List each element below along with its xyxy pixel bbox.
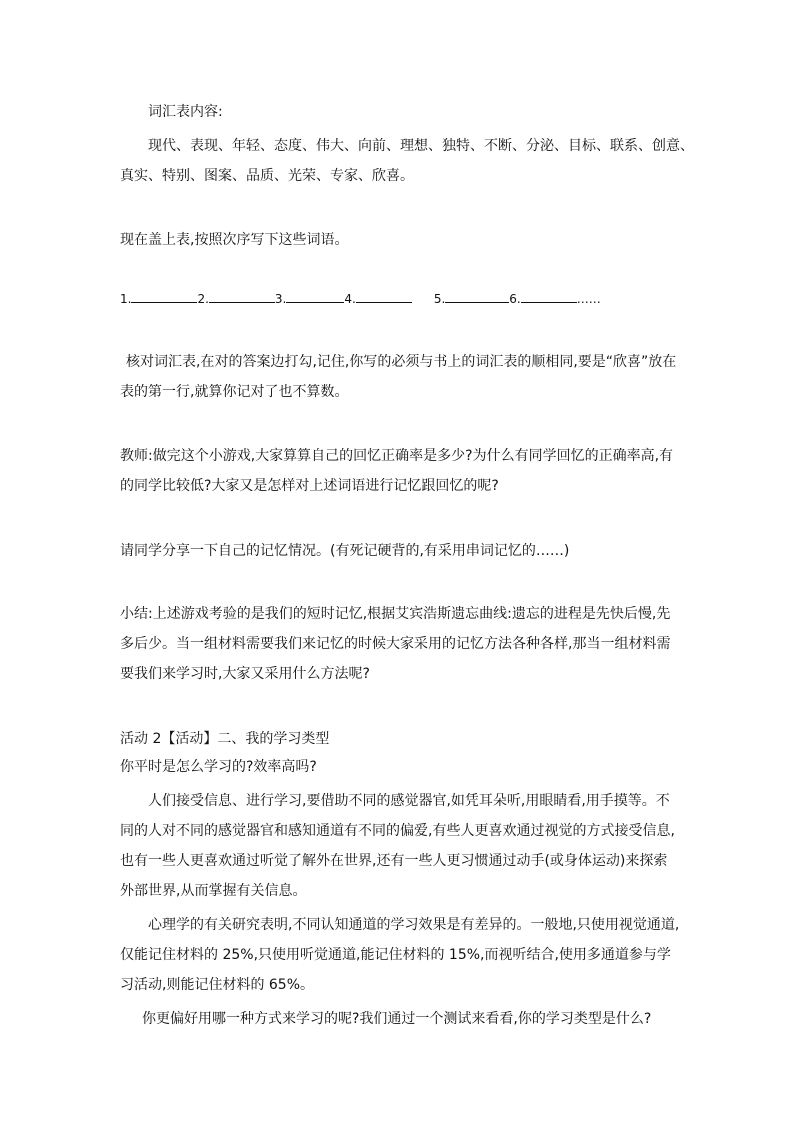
research-paragraph: 心理学的有关研究表明,不同认知通道的学习效果是有差异的。一般地,只使用视觉通道,仅能记住材料的 25%,只使用听觉通道,能记住材料的 15%,而视听结合,使用多通道参与学习活动,则能记住材料的 65%。	[120, 917, 680, 993]
answer-blank-1[interactable]	[131, 288, 197, 303]
senses-paragraph: 人们接受信息、进行学习,要借助不同的感觉器官,如凭耳朵听,用眼睛看,用手摸等。不同的人对不同的感觉器官和感知通道有不同的偏爱,有些人更喜欢通过视觉的方式接受信息,也有一些人更喜欢通过听觉了解外在世界,还有一些人更习惯通过动手(或身体运动)来探索外部世界,从而掌握有关信息。	[120, 793, 675, 899]
vocab-list-line-2: 真实、特别、图案、品质、光荣、专家、欣喜。	[120, 168, 414, 184]
final-question: 你更偏好用哪一种方式来学习的呢?我们通过一个测试来看看,你的学习类型是什么?	[142, 1011, 652, 1027]
blank-ellipsis: ……	[576, 292, 601, 306]
summary-paragraph: 小结:上述游戏考验的是我们的短时记忆,根据艾宾浩斯遗忘曲线:遗忘的进程是先快后慢,先多后少。当一组材料需要我们来记忆的时候大家采用的记忆方法各种各样,那当一组材料需要我们来学习时,大家又采用什么方法呢?	[120, 606, 671, 682]
answer-blank-5[interactable]	[445, 288, 509, 303]
question-line: 你平时是怎么学习的?效率高吗?	[120, 759, 317, 775]
activity-heading: 活动 2【活动】二、我的学习类型	[120, 731, 330, 747]
answer-blank-3[interactable]	[286, 288, 344, 303]
answer-blank-4[interactable]	[356, 288, 412, 303]
cover-instruction: 现在盖上表,按照次序写下这些词语。	[120, 232, 349, 248]
answer-blank-2[interactable]	[209, 288, 275, 303]
teacher-paragraph: 教师:做完这个小游戏,大家算算自己的回忆正确率是多少?为什么有同学回忆的正确率高,有的同学比较低?大家又是怎样对上述词语进行记忆跟回忆的呢?	[120, 448, 674, 494]
share-paragraph: 请同学分享一下自己的记忆情况。(有死记硬背的,有采用串词记忆的……)	[120, 543, 570, 559]
blank-label-3: 3.	[274, 292, 287, 306]
blank-label-4: 4.	[344, 292, 356, 306]
blank-label-6: 6.	[509, 292, 521, 306]
fill-in-blanks-row	[120, 287, 601, 311]
answer-blank-6[interactable]	[521, 288, 577, 303]
blank-label-2: 2.	[197, 292, 209, 306]
vocab-list-line-1: 现代、表现、年轻、态度、伟大、向前、理想、独特、不断、分泌、目标、联系、创意、	[148, 138, 694, 154]
blank-label-1: 1.	[120, 292, 132, 306]
blank-label-5: 5.	[433, 292, 446, 306]
check-paragraph: 核对词汇表,在对的答案边打勾,记住,你写的必须与书上的词汇表的顺相同,要是“欣喜”放在表的第一行,就算你记对了也不算数。	[120, 354, 677, 400]
vocab-title: 词汇表内容:	[148, 104, 223, 120]
